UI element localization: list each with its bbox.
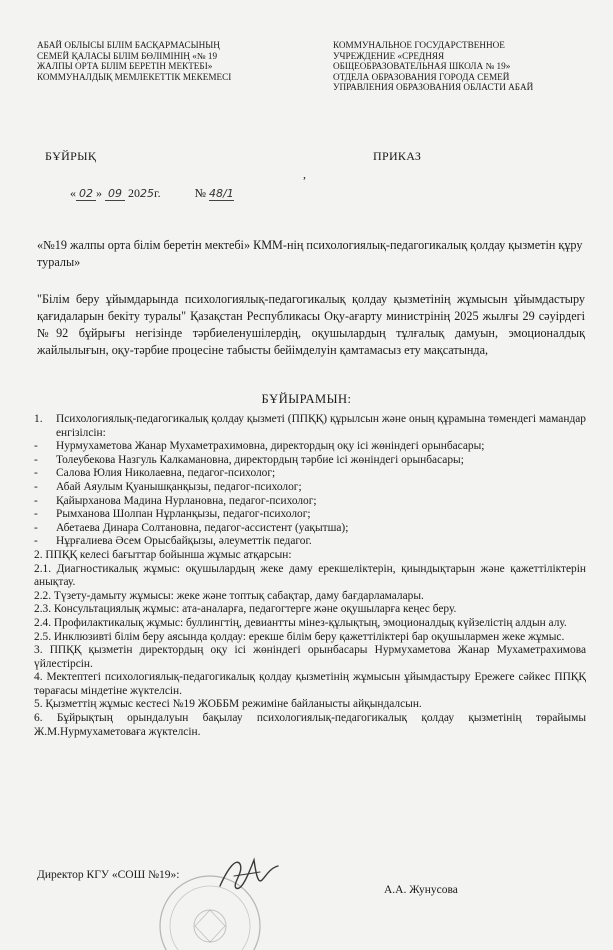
date-close-quote: » [96,186,102,200]
order-title: «№19 жалпы орта білім беретін мектебі» КММ-нің психологиялық-педагогикалық қолдау қызметін құру туралы» [37,238,583,269]
member-text: Толеубекова Назгуль Калкамановна, директордың тәрбие ісі жөніндегі орынбасары; [56,453,464,466]
order-number: 48/1 [209,187,234,200]
item-1 [34,413,586,440]
number-sign: № [194,186,207,200]
order-body [34,413,586,739]
date-year-prefix: 20 [128,186,140,200]
dash-bullet: - [34,480,38,493]
date-month: 09 [105,187,125,201]
orders-heading: БҰЙЫРАМЫН: [261,392,352,406]
doc-type-ru: ПРИКАЗ [373,149,422,163]
date-number-line [70,186,310,201]
signature-director-name: А.А. Жунусова [384,884,458,896]
header-left-line: АБАЙ ОБЛЫСЫ БІЛІМ БАСҚАРМАСЫНЫҢ [37,40,220,50]
stray-comma: , [303,167,306,181]
dash-bullet: - [34,494,38,507]
header-right-line: КОММУНАЛЬНОЕ ГОСУДАРСТВЕННОЕ [333,40,505,50]
header-right-line: ОТДЕЛА ОБРАЗОВАНИЯ ГОРОДА СЕМЕЙ [333,71,510,82]
order-item: 2.5. Инклюзивті білім беру аясында қолдау: ерекше білім беру қажеттіліктері бар оқушылармен жеке жұмыс. [34,630,565,643]
header-left-line: СЕМЕЙ ҚАЛАСЫ БІЛІМ БӨЛІМІНІҢ «№ 19 [37,50,218,61]
member-text: Нұрғалиева Әсем Орысбайқызы, әлеуметтік педагог. [56,535,312,548]
member-list-item [34,508,586,522]
order-item: 2. ППҚҚ келесі бағыттар бойынша жұмыс атқарсын: [34,548,292,561]
member-text: Абай Аяулым Қуанышқанқызы, педагог-психолог; [56,480,302,493]
member-list-item [34,481,586,495]
header-right-line: УЧРЕЖДЕНИЕ «СРЕДНЯЯ [333,50,445,61]
member-list-item [34,467,586,481]
order-item: 2.2. Түзету-дамыту жұмысы: жеке және топтық сабақтар, даму бағдарламалары. [34,589,424,602]
header-left-line: КОММУНАЛДЫҚ МЕМЛЕКЕТТІК МЕКЕМЕСІ [37,71,232,82]
signature-director-title: Директор КГУ «СОШ №19»: [37,869,180,881]
item-1-text: Психологиялық-педагогикалық қолдау қызметі (ППҚҚ) құрылсын және оның құрамына төмендегі мамандар енгізілсін: [56,413,586,439]
member-list-item [34,535,586,549]
item-1-number: 1. [34,413,43,425]
member-list-item [34,522,586,536]
dash-bullet: - [34,535,38,548]
preamble-paragraph: "Білім беру ұйымдарында психологиялық-педагогикалық қолдау қызметінің жұмысын ұйымдастыру қағидаларын бекіту туралы" Қазақстан Республикасы Оқу-ағарту министрінің 2025 жылғы 29 сәуірдегі №92 бұйрығы негізінде тәрбиеленушілердің, оқушылардың тұлғалық дамуын, эмоционалдық жайлылығын, оқу-тәрбие процесіне табысты бейімделуін қамтамасыз ету мақсатында, [37,292,585,357]
header-right-ru [333,40,573,93]
order-item: 6. Бұйрықтың орындалуын бақылау психологиялық-педагогикалық қолдау қызметінің төрайымы Ж.М.Нурмухаметоваға жүктелсін. [34,712,586,738]
member-list-item [34,440,586,454]
dash-bullet: - [34,508,38,521]
director-signature [214,850,284,896]
date-open-quote: « [70,186,76,200]
member-text: Қайырханова Мадина Нурлановна, педагог-психолог; [56,494,317,507]
member-text: Нурмухаметова Жанар Мухаметрахимовна, директордың оқу ісі жөніндегі орынбасары; [56,440,485,453]
date-year-suffix: г. [154,186,161,200]
dash-bullet: - [34,521,38,534]
header-left-kz [37,40,267,82]
header-right-line: УПРАВЛЕНИЯ ОБРАЗОВАНИЯ ОБЛАСТИ АБАЙ [333,82,534,93]
member-text: Рымханова Шолпан Нұрланқызы, педагог-психолог; [56,508,311,521]
order-item: 2.4. Профилактикалық жұмыс: буллингтің, девиантты мінез-құлықтың, эмоционалдық күйзелістің алдын алу. [34,616,567,629]
header-right-line: ОБЩЕОБРАЗОВАТЕЛЬНАЯ ШКОЛА № 19» [333,61,511,72]
order-item: 5. Қызметтің жұмыс кестесі №19 ЖОББМ режиміне байланысты айқындалсын. [34,698,422,711]
header-left-line: ЖАЛПЫ ОРТА БІЛІМ БЕРЕТІН МЕКТЕБІ» [37,61,213,72]
order-item: 3. ППҚҚ қызметін директордың оқу ісі жөніндегі орынбасары Нурмухаметова Жанар Мухаметрахимова үйлестірсін. [34,644,586,670]
dash-bullet: - [34,440,38,453]
doc-type-kz: БҰЙРЫҚ [45,149,97,163]
member-text: Абетаева Динара Солтановна, педагог-ассистент (уақытша); [56,521,349,534]
dash-bullet: - [34,467,38,480]
date-year: 25 [140,187,154,200]
dash-bullet: - [34,453,38,466]
order-item: 2.1. Диагностикалық жұмыс: оқушылардың жеке даму ерекшеліктерін, қиындықтарын және қажеттіліктерін анықтау. [34,562,586,589]
member-list-item [34,454,586,468]
date-day: 02 [76,187,96,201]
member-text: Салова Юлия Николаевна, педагог-психолог; [56,467,276,480]
order-item: 4. Мектептегі психологиялық-педагогикалық қолдау қызметінің жұмысын ұйымдастыру Ережеге сәйкес ППҚҚ төрағасы міндетіне жүктелсін. [34,671,586,697]
member-list-item [34,495,586,509]
order-item: 2.3. Консультациялық жұмыс: ата-аналарға, педагогтерге және оқушыларға кеңес беру. [34,603,457,616]
